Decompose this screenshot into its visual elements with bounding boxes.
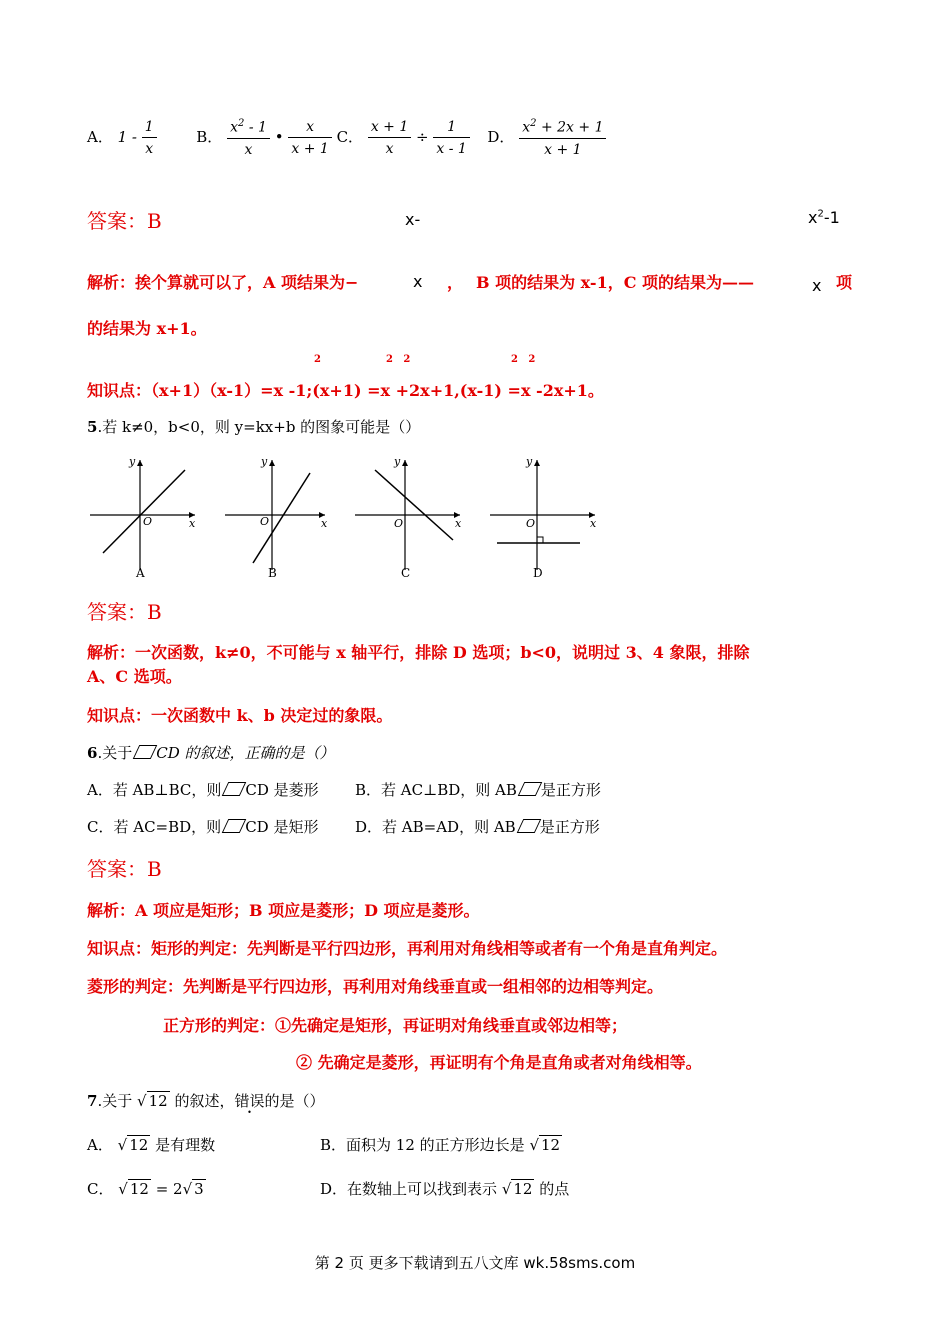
q5-graph-a-y-label: y	[129, 455, 136, 468]
sqrt-12: √ 12	[118, 1180, 149, 1198]
q5-graph-b-label: B	[268, 566, 277, 580]
q5-stem-text: .若 k≠0，b<0，则 y=kx+b 的图象可能是（）	[97, 418, 421, 436]
q4-option-a-lead: 1 -	[117, 127, 138, 146]
q5-number: 5	[87, 418, 98, 436]
q4-option-b-fraction-2: $\frac{x}{x + 1}$	[288, 119, 331, 157]
q5-graph-a	[90, 455, 196, 580]
q6-knowledge-3: 正方形的判定：①先确定是矩形，再证明对角线垂直或邻边相等；	[163, 1016, 628, 1035]
sqrt-12: √ 12	[501, 1180, 533, 1198]
q5-graph-a-line	[103, 470, 185, 553]
q5-knowledge: 知识点：一次函数中 k、b 决定过的象限。	[87, 706, 393, 725]
q5-answer: 答案：B	[87, 600, 162, 624]
q7-option-d: D．在数轴上可以找到表示 √ 12 的点	[320, 1180, 570, 1198]
q5-graph-c	[355, 455, 462, 580]
q6-knowledge-2: 菱形的判定：先判断是平行四边形，再利用对角线垂直或一组相邻的边相等判定。	[87, 977, 664, 996]
q4-analysis-comma: ，	[447, 273, 464, 292]
sqrt-12: √ 12	[117, 1136, 149, 1154]
q6-answer: 答案：B	[87, 857, 162, 881]
q4-analysis-line-1c: B 项的结果为 x-1，C 项的结果为——	[476, 273, 755, 292]
q7-number: 7	[87, 1092, 98, 1110]
parallelogram-icon	[133, 745, 158, 759]
q4-knowledge-sup-3: 2 2	[511, 354, 536, 365]
q4-options-row	[87, 118, 606, 158]
q4-option-d-label: D．	[487, 127, 515, 146]
q4-analysis-x-1: x	[413, 272, 423, 291]
q5-graph-d-origin: O	[526, 517, 536, 530]
q4-option-c-divide: ÷	[416, 127, 429, 146]
q7-option-c: C． √ 12 = 2√ 3	[87, 1180, 204, 1198]
q5-graph-a-origin: O	[143, 515, 153, 528]
sqrt-12: √ 12	[529, 1136, 561, 1154]
q7-option-b: B．面积为 12 的正方形边长是 √ 12	[320, 1136, 561, 1154]
sqrt-12: √ 12	[137, 1092, 168, 1110]
q4-option-b-fraction-1: $\frac{x^2 - 1}{x}$	[227, 118, 270, 158]
q4-analysis-line-1d: 项	[836, 273, 853, 292]
q5-graph-d	[490, 455, 597, 580]
q5-graph-b-x-label: x	[321, 517, 328, 530]
q5-graph-b	[225, 455, 328, 580]
q4-option-c-fraction-1: $\frac{x + 1}{x}$	[368, 119, 411, 157]
q5-analysis-line-1: 解析：一次函数，k≠0，不可能与 x 轴平行，排除 D 选项；b<0，说明过 3、4 象限，排除	[87, 643, 750, 662]
q7-option-a: A． √ 12 是有理数	[87, 1136, 216, 1154]
q4-stray-x2-minus-1: $x^2-1$	[808, 208, 840, 227]
q5-graph-d-label: D	[533, 566, 543, 580]
q4-analysis-line-1a: 解析：挨个算就可以了，A 项结果为−	[87, 273, 359, 292]
q6-knowledge-4: ② 先确定是菱形，再证明有个角是直角或者对角线相等。	[296, 1053, 702, 1072]
parallelogram-icon	[222, 782, 247, 796]
q5-graph-c-line	[375, 470, 453, 540]
q6-stem: 6.关于 CD 的叙述，正确的是（）	[87, 744, 335, 762]
q4-option-c-fraction-2: $\frac{1}{x - 1}$	[433, 119, 469, 157]
q5-graph-b-y-label: y	[261, 455, 268, 468]
q5-graph-d-y-label: y	[526, 455, 533, 468]
q6-number: 6	[87, 744, 98, 762]
q5-graphs	[85, 445, 615, 585]
q6-option-d: D．若 AB=AD，则 AB 是正方形	[355, 818, 600, 836]
page-footer: 第 2 页 更多下载请到五八文库 wk.58sms.com	[314, 1254, 636, 1272]
q5-graph-c-origin: O	[394, 517, 404, 530]
q5-graph-a-x-label: x	[189, 517, 196, 530]
q6-analysis: 解析：A 项应是矩形；B 项应是菱形；D 项应是菱形。	[87, 901, 480, 920]
q5-graph-c-label: C	[401, 566, 411, 580]
q6-option-b: B．若 AC⊥BD，则 AB 是正方形	[355, 781, 601, 799]
q5-graph-d-x-label: x	[590, 517, 597, 530]
q4-knowledge: 知识点：（x+1）（x-1）=x -1;(x+1) =x +2x+1,(x-1) =x -2x+1。	[87, 381, 604, 400]
q5-stem	[87, 416, 420, 437]
q5-graph-c-x-label: x	[455, 517, 462, 530]
q7-emphasis: 错误	[234, 1092, 265, 1110]
q4-option-a-label: A．	[87, 127, 113, 146]
parallelogram-icon	[516, 819, 541, 833]
q4-knowledge-sup-2: 2 2	[386, 354, 411, 365]
parallelogram-icon	[518, 782, 543, 796]
q4-option-d-fraction: $\frac{x^2 + 2x + 1}{x + 1}$	[519, 118, 606, 158]
q5-graph-c-y-label: y	[394, 455, 401, 468]
parallelogram-icon	[222, 819, 247, 833]
q5-graph-b-origin: O	[260, 515, 270, 528]
q4-option-a-fraction: $\frac{1}{x}$	[142, 119, 157, 157]
q6-option-a: A．若 AB⊥BC，则 CD 是菱形	[87, 781, 319, 799]
q7-stem: 7.关于 √ 12 的叙述，错误的是（）	[87, 1092, 325, 1110]
q6-option-c: C．若 AC=BD，则 CD 是矩形	[87, 818, 319, 836]
q5-graph-a-label: A	[136, 566, 145, 580]
q4-knowledge-sup-1: 2	[314, 354, 321, 365]
q4-option-c-label: C．	[336, 127, 364, 146]
q4-stray-x-minus: x-	[405, 210, 421, 229]
sqrt-3: √ 3	[182, 1180, 204, 1198]
q4-option-b-dot: •	[274, 127, 284, 146]
q4-analysis-line-2: 的结果为 x+1。	[87, 319, 207, 338]
q5-analysis-line-2: A、C 选项。	[87, 667, 182, 686]
q6-knowledge-1: 知识点：矩形的判定：先判断是平行四边形，再利用对角线相等或者有一个角是直角判定。	[87, 939, 728, 958]
q4-answer: 答案：B	[87, 209, 162, 233]
q4-option-b-label: B．	[196, 127, 223, 146]
q4-analysis-x-2: x	[812, 276, 822, 295]
